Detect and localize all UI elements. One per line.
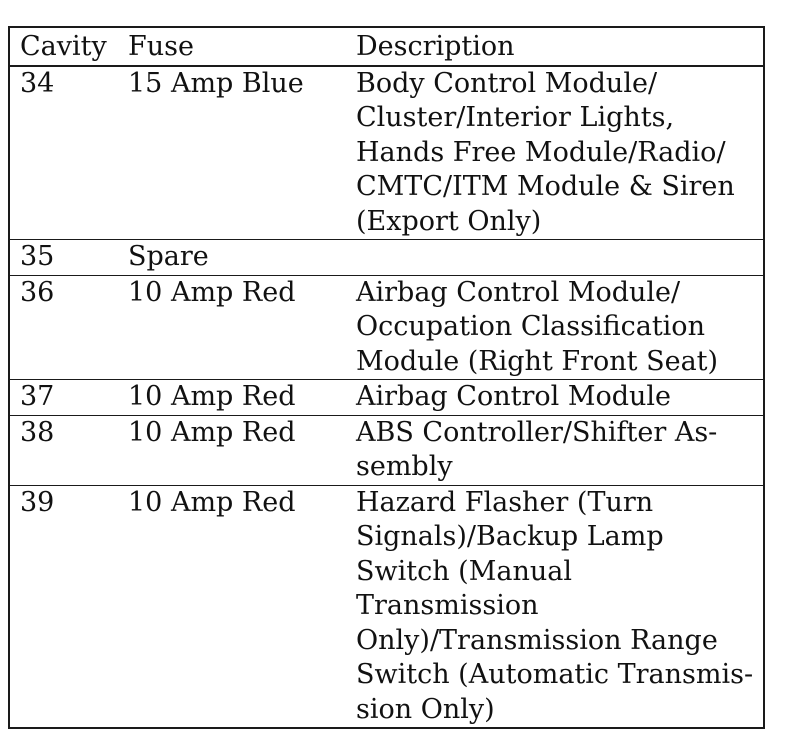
header-fuse: Fuse (118, 27, 346, 66)
table-row (9, 485, 764, 728)
table-row (9, 66, 764, 240)
header-description: Description (346, 27, 764, 66)
cell-cavity: 35 (9, 240, 118, 276)
cell-cavity: 34 (9, 66, 118, 240)
cell-description (346, 240, 764, 276)
cell-fuse: 10 Amp Red (128, 381, 296, 412)
cell-fuse: 10 Amp Red (128, 416, 296, 448)
cell-description: Body Control Module/ Cluster/Interior Lights, Hands Free Module/Radio/ CMTC/ITM Module & Siren (Export Only) (346, 66, 764, 240)
table-body (9, 66, 764, 729)
fuse-table (8, 26, 765, 729)
cell-fuse: Spare (128, 241, 209, 272)
table-row (9, 380, 764, 416)
cell-description: Airbag Control Module/ Occupation Classification Module (Right Front Seat) (346, 275, 764, 380)
cell-fuse: 10 Amp Red (128, 486, 296, 518)
cell-cavity: 38 (9, 415, 118, 485)
table-row (9, 415, 764, 485)
header-cavity: Cavity (9, 27, 118, 66)
cell-cavity: 37 (9, 380, 118, 416)
cell-cavity: 39 (9, 485, 118, 728)
table-row (9, 240, 764, 276)
cell-description: Hazard Flasher (Turn Signals)/Backup Lamp Switch (Manual Transmission Only)/Transmission Range Switch (Automatic Transmis- sion Only) (346, 485, 764, 728)
cell-cavity: 36 (9, 275, 118, 380)
cell-description: Airbag Control Module (346, 380, 764, 416)
cell-fuse: 10 Amp Red (128, 276, 296, 308)
cell-fuse: 15 Amp Blue (128, 67, 304, 99)
table-row (9, 275, 764, 380)
cell-description: ABS Controller/Shifter As- sembly (346, 415, 764, 485)
table-header (9, 27, 764, 66)
header-row (9, 27, 764, 66)
